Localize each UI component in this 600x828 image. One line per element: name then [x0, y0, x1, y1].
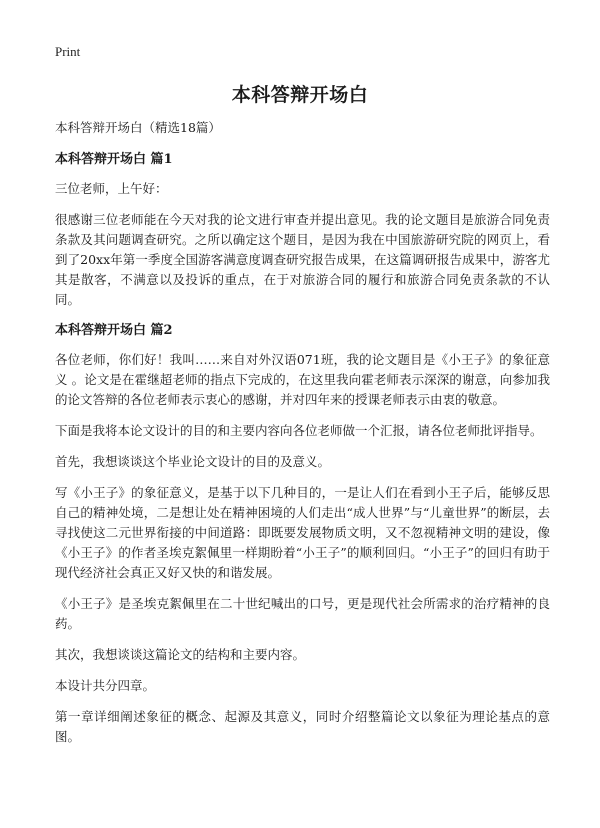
- paragraph: 第一章详细阐述象征的概念、起源及其意义，同时介绍整篇论文以象征为理论基点的意图。: [55, 709, 550, 744]
- paragraph: 《小王子》是圣埃克絮佩里在二十世纪喊出的口号，更是现代社会所需求的治疗精神的良药。: [55, 596, 550, 631]
- paragraph: 各位老师，你们好！我叫……来自对外汉语071班，我的论文题目是《小王子》的象征意义 。论文是在霍继超老师的指点下完成的，在这里我向霍老师表示深深的谢意，向参加我的论文答辩的各位老师表示衷心的感谢，并对四年来的授课老师表示由衷的敬意。: [55, 352, 550, 407]
- paragraph: 本设计共分四章。: [55, 678, 156, 693]
- section-2: [55, 321, 550, 747]
- paragraph: 写《小王子》的象征意义，是基于以下几种目的，一是让人们在看到小王子后，能够反思自己的精神处境，二是想让处在精神困境的人们走出“成人世界”与“儿童世界”的断层，去寻找使这二元世界衔接的中间道路：即既要发展物质文明，又不忽视精神文明的建设，像《小王子》的作者圣埃克絮佩里一样期盼着“小王子”的顺利回归。“小王子”的回归有助于现代经济社会真正又好又快的和谐发展。: [55, 485, 550, 580]
- paragraph: 下面是我将本论文设计的目的和主要内容向各位老师做一个汇报，请各位老师批评指导。: [55, 423, 543, 438]
- section-1: [55, 150, 550, 310]
- section-heading: 本科答辩开场白 篇2: [55, 323, 173, 338]
- paragraph: 其次，我想谈谈这篇论文的结构和主要内容。: [55, 647, 306, 662]
- document-body: [55, 118, 550, 758]
- document-subtitle: 本科答辩开场白（精选18篇）: [55, 120, 221, 135]
- document-title: 本科答辩开场白: [231, 84, 369, 106]
- paragraph: 三位老师，上午好：: [55, 181, 168, 196]
- section-heading: 本科答辩开场白 篇1: [55, 152, 173, 167]
- paragraph: 很感谢三位老师能在今天对我的论文进行审查并提出意见。我的论文题目是旅游合同免责条款及其问题调查研究。之所以确定这个题目，是因为我在中国旅游研究院的网页上，看到了20xx年第一季度全国游客满意度调查研究报告成果，在这篇调研报告成果中，游客尤其是散客，不满意以及投诉的重点，在于对旅游合同的履行和旅游合同免责条款的不认同。: [55, 212, 550, 307]
- print-label: Print: [55, 44, 81, 59]
- paragraph: 首先，我想谈谈这个毕业论文设计的目的及意义。: [55, 454, 331, 469]
